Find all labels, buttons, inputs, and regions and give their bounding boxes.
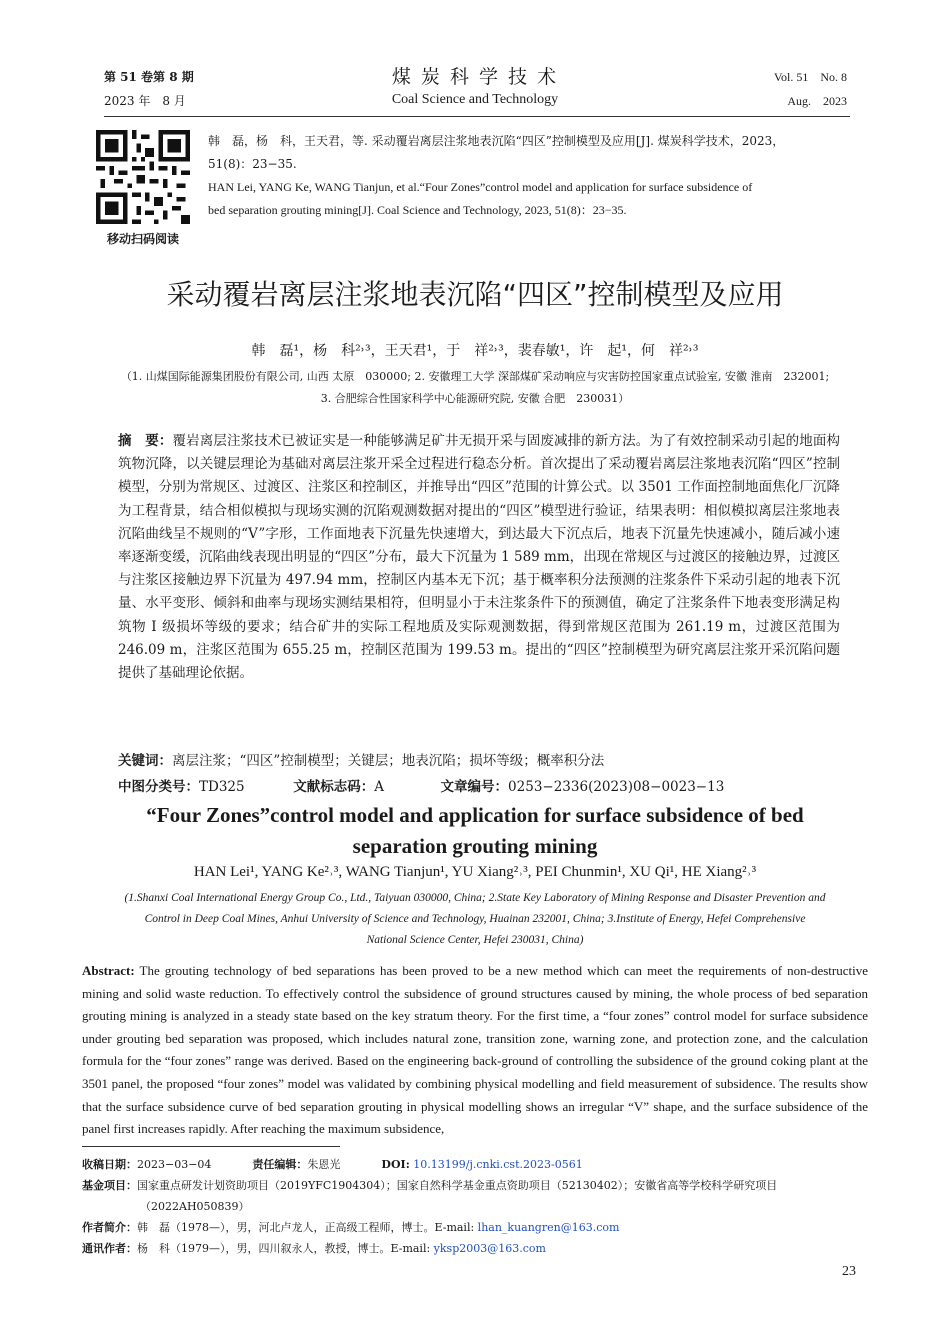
citation-cn-line1: 韩 磊，杨 科，王天君，等. 采动覆岩离层注浆地表沉陷“四区”控制模型及应用[J]. 煤炭科学技术，2023， (208, 134, 785, 148)
abstract-en-text: The grouting technology of bed separations has been proved to be a new method which can meet the requirements of non-destructive mining and solid waste reduction. To effectively control the subsidence of ground structures caused by mining, the whole process of bed separation grouting mining is analyzed in a steady state based on the key stratum theory. For the first time, a “four zones” control model for surface subsidence under grouting bed separation was proposed, which includes natural zone, transition zone, warning zone, and protection zone, and the calculation formula for the “four zones” range was derived. Based on the engineering back-ground of controlling the subsidence of the ground coking plant at the 3501 panel, the proposed “four zones” model was validated by combining physical modelling and field measurement of subsidence. The results show that the surface subsidence curve of bed separation grouting in physical modelling shows an irregular “V” shape, and the surface subsidence of the panel first increases rapidly. After reaching the maximum subsidence, (82, 963, 869, 1137)
clc-value: TD325 (199, 779, 245, 795)
journal-name-cn: 煤 炭 科 学 技 术 (391, 66, 559, 88)
article-number-value: 0253−2336(2023)08−0023−13 (508, 779, 725, 795)
citation-block (208, 130, 874, 222)
volume-issue-en: Vol. 51 No. 8 (773, 70, 847, 84)
header-rule (104, 116, 850, 117)
authors-cn: 韩 磊¹，杨 科²˒³，王天君¹，于 祥²˒³，裴春敏¹，许 起¹，何 祥²˒³ (251, 343, 699, 359)
footnote-author-row (82, 1217, 868, 1238)
received-label: 收稿日期： (82, 1158, 137, 1171)
affiliations-en-3: National Science Center, Hefei 230031, China) (366, 934, 584, 946)
footnote-fund-row (82, 1175, 868, 1196)
date-en: Aug. 2023 (787, 94, 847, 108)
keywords-cn (118, 750, 840, 773)
abstract-cn-label: 摘 要： (118, 433, 173, 449)
article-title-en: “Four Zones”control model and application for surface subsidence of bed separation grouting mining (146, 803, 804, 858)
date-cn: 2023 年 8 月 (104, 94, 186, 108)
article-title-cn: 采动覆岩离层注浆地表沉陷“四区”控制模型及应用 (166, 278, 784, 311)
abstract-cn-text: 覆岩离层注浆技术已被证实是一种能够满足矿井无损开采与固废减排的新方法。为了有效控制采动引起的地面构筑物沉降，以关键层理论为基础对离层注浆开采全过程进行稳态分析。首次提出了采动覆岩离层注浆地表沉陷“四区”控制模型，分别为常规区、过渡区、注浆区和控制区，并推导出“四区”范围的计算公式。以 3501 工作面控制地面焦化厂沉降为工程背景，结合相似模拟与现场实测的沉陷观测数据对提出的“四区”模型进行验证，结果表明：相似模拟离层注浆地表沉陷曲线呈不规则的“V”字形，工作面地表下沉量先快速增大，到达最大下沉点后，地表下沉量先快速减小，随后减小速率逐渐变缓，沉陷曲线表现出明显的“四区”分布，最大下沉量为 1 589 mm，出现在常规区与过渡区的接触边界，过渡区与注浆区接触边界下沉量为 497.94 mm，控制区内基本无下沉；基于概率积分法预测的注浆条件下采动引起的地表下沉量、水平变形、倾斜和曲率与现场实测结果相符，但明显小于未注浆条件下的预测值，确定了注浆条件下地表变形满足构筑物 Ⅰ 级损坏等级的要求；结合矿井的实际工程地质及实际观测数据，得到常规区范围为 261.19 m，过渡区范围为 246.09 m，注浆区范围为 655.25 m，控制区范围为 199.53 m。提出的“四区”控制模型为研究离层注浆开采沉陷问题提供了基础理论依据。 (118, 433, 840, 682)
affiliations-cn-2: 3. 合肥综合性国家科学中心能源研究院, 安徽 合肥 230031） (320, 392, 630, 405)
editor-name: 朱恩光 (307, 1158, 341, 1171)
classification-line (118, 776, 840, 799)
fund-text-1: 国家重点研发计划资助项目（2019YFC1904304）；国家自然科学基金重点资助项目（52130402）；安徽省高等学校科学研究项目 (137, 1179, 778, 1192)
affiliations-en-1: (1.Shanxi Coal International Energy Group Co., Ltd., Taiyuan 030000, China; 2.State Key Laboratory of Mining Response and Disaster Prevention and (124, 892, 826, 904)
corresponding-email-link[interactable]: yksp2003@163.com (433, 1242, 546, 1255)
citation-en-line1: HAN Lei, YANG Ke, WANG Tianjun, et al.“Four Zones”control model and application for surface subsidence of (208, 180, 753, 194)
corresponding-label: 通讯作者： (82, 1242, 137, 1255)
doi-label: DOI: (381, 1158, 410, 1171)
abstract-en (82, 960, 868, 1141)
footnote-corr-row (82, 1238, 868, 1259)
fund-text-2: （2022AH050839） (140, 1200, 250, 1213)
keywords-cn-label: 关键词： (118, 753, 172, 769)
author-email-link[interactable]: lhan_kuangren@163.com (477, 1221, 620, 1234)
author-bio-text: 韩 磊（1978—），男，河北卢龙人，正高级工程师，博士。E-mail: (137, 1221, 478, 1234)
affiliations-cn-1: （1. 山煤国际能源集团股份有限公司, 山西 太原 030000; 2. 安徽理工大学 深部煤矿采动响应与灾害防控国家重点试验室, 安徽 淮南 232001; (120, 370, 830, 383)
footnotes (82, 1154, 868, 1259)
footnote-rule (82, 1146, 340, 1147)
citation-cn-line2: 51(8)：23−35. (208, 157, 297, 171)
clc-label: 中图分类号： (118, 779, 199, 795)
doc-code-value: A (374, 779, 384, 795)
editor-label: 责任编辑： (252, 1158, 308, 1171)
doi-link[interactable]: 10.13199/j.cnki.cst.2023-0561 (413, 1158, 583, 1171)
qr-caption: 移动扫码阅读 (106, 232, 179, 246)
volume-issue-cn: 第 51 卷第 8 期 (104, 70, 194, 84)
article-number-label: 文章编号： (440, 779, 509, 795)
abstract-en-label: Abstract: (82, 963, 135, 978)
corresponding-text: 杨 科（1979—），男，四川叙永人，教授，博士。E-mail: (137, 1242, 434, 1255)
author-bio-label: 作者简介： (82, 1221, 137, 1234)
keywords-cn-text: 离层注浆；“四区”控制模型；关键层；地表沉陷；损坏等级；概率积分法 (172, 753, 605, 769)
received-date: 2023−03−04 (137, 1158, 212, 1171)
fund-label: 基金项目： (82, 1179, 137, 1192)
authors-en: HAN Lei¹, YANG Ke²˒³, WANG Tianjun¹, YU Xiang²˒³, PEI Chunmin¹, XU Qi¹, HE Xiang²˒³ (193, 864, 757, 880)
qr-code[interactable] (96, 130, 190, 224)
citation-en-line2: bed separation grouting mining[J]. Coal Science and Technology, 2023, 51(8)：23−35. (208, 203, 627, 217)
doc-code-label: 文献标志码： (293, 779, 375, 795)
page-number: 23 (842, 1264, 856, 1279)
affiliations-en (90, 888, 860, 951)
affiliations-en-2: Control in Deep Coal Mines, Anhui University of Science and Technology, Huainan 232001, China; 3.Institute of Energy, Hefei Comprehensive (144, 913, 806, 925)
journal-name-en: Coal Science and Technology (391, 92, 559, 107)
abstract-cn (118, 430, 840, 685)
footnote-received-row (82, 1154, 868, 1175)
